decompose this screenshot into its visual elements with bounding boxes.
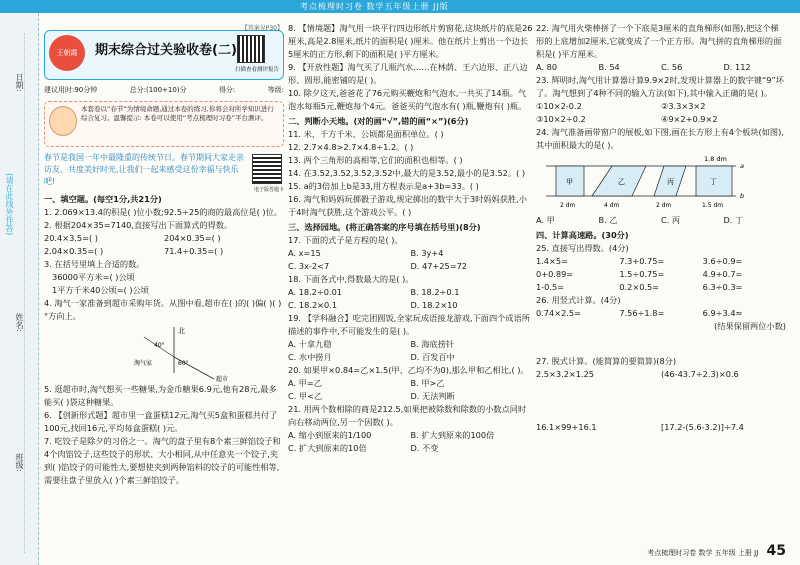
section-4-title: 四、计算高速路。(30分) xyxy=(536,230,629,240)
column-3 xyxy=(536,22,786,434)
q21-option-a: A. 缩小到原来的1/100 xyxy=(288,430,372,440)
question-27: 27. 脱式计算。(能简算的要简算)(8分) xyxy=(536,356,677,366)
q17-option-a: A. x=15 xyxy=(288,248,321,258)
q25-1: 1.4×5= xyxy=(536,256,568,266)
meta-score: 总分:(100+10)分 xyxy=(129,86,187,94)
q24-option-b: B. 乙 xyxy=(598,215,618,225)
q19-option-d: D. 百发百中 xyxy=(410,352,455,362)
tip-box xyxy=(44,101,284,147)
q19-option-a: A. 十拿九稳 xyxy=(288,339,332,349)
q25-row-3 xyxy=(536,281,786,294)
header-band xyxy=(0,0,800,13)
q21-option-b: B. 扩大到原来的100倍 xyxy=(410,430,495,440)
question-9: 9. 【开放性题】淘气买了几瓶汽水……在林荫、王六边形、正八边形、圆形,能密铺的是( )。 xyxy=(288,62,528,85)
q25-row-1 xyxy=(536,255,786,268)
binding-date: 日期: xyxy=(15,73,24,92)
diagram-label-jia: 甲 xyxy=(566,178,573,186)
q18-options xyxy=(288,286,533,312)
answer-card-caption: 电子版答题卡 xyxy=(253,187,284,193)
q22-options xyxy=(536,61,786,74)
q23-option-1: ①10×2-0.2 xyxy=(536,101,582,111)
meta-time: 建议用时:90分钟 xyxy=(44,86,98,94)
page-footer xyxy=(647,543,786,559)
q17-options xyxy=(288,247,533,273)
diagram-label-ding: 丁 xyxy=(710,178,717,186)
column-1 xyxy=(44,22,284,487)
binding-class: 班级: xyxy=(15,453,24,472)
section-3-title: 三、选择园地。(将正确答案的序号填在括号里)(8分) xyxy=(288,222,481,232)
q21-option-c: C. 扩大到原来的10倍 xyxy=(288,443,367,453)
question-17: 17. 下面的式子是方程的是( )。 xyxy=(288,235,403,245)
qr-caption: 扫描查看测评报告 xyxy=(234,67,279,73)
answer-card-qr-icon[interactable] xyxy=(252,154,282,184)
qr-code-icon[interactable] xyxy=(237,35,265,63)
q25-4: 0+0.89= xyxy=(536,269,574,279)
question-12: 12. 2.7×4.8>2.7×4.8÷1.2。( ) xyxy=(288,142,414,152)
footer-text: 考点梳理时习卷 数学 五年级 上册 JJ xyxy=(647,549,759,557)
q23-options xyxy=(536,100,786,126)
q18-option-d: D. 18.2×10 xyxy=(410,300,458,310)
q27-2: (46-43.7÷2.3)×0.6 xyxy=(661,369,739,379)
q26-row xyxy=(536,307,786,320)
binding-margin xyxy=(0,13,39,565)
q19-option-b: B. 海底捞针 xyxy=(410,339,455,349)
question-15: 15. a的3倍加上b是33,用方程表示是a+3b=33。( ) xyxy=(288,181,479,191)
q25-9: 6.3÷0.3= xyxy=(702,282,743,292)
q3a: 36000平方米=( )公顷 xyxy=(52,272,135,282)
q27-row-1 xyxy=(536,368,786,381)
q23-option-4: ④9×2+0.9×2 xyxy=(661,114,718,124)
question-16: 16. 淘气和妈妈玩掷骰子游戏,规定掷出的数字大于3时妈妈获胜,小于4时淘气获胜,这个游戏公平。( ) xyxy=(288,194,527,217)
q21-options xyxy=(288,429,533,455)
diagram-label-yi: 乙 xyxy=(618,178,625,186)
q24-option-d: D. 丁 xyxy=(723,215,744,225)
q25-2: 7.3+0.75= xyxy=(619,256,665,266)
q26-1: 0.74×2.5= xyxy=(536,308,581,318)
tip-text: 本套卷以“春节”为情境命题,通过本卷的练习,你将会对所学知识进行综合复习。温馨提示: 本卷可以使用“考点梳理时习卷”平台测评。 xyxy=(81,105,274,122)
q2-row-2 xyxy=(44,245,284,258)
question-21: 21. 用两个数相除的商是212.5,如果把被除数和除数的小数点同时向右移动两位,另一个因数( )。 xyxy=(288,404,527,427)
q26-2: 7.56÷1.8= xyxy=(619,308,665,318)
answer-tag: 【答案见P30】 xyxy=(241,25,283,32)
question-20: 20. 如果甲×0.84=乙×1.5(甲、乙均不为0),那么甲和乙相比,( )。 xyxy=(288,365,529,375)
binding-dotted-line xyxy=(24,33,25,553)
q2b: 204×0.35=( ) xyxy=(164,233,221,243)
q27-4: [17.2-(5.6-3.2)]÷7.4 xyxy=(661,422,744,432)
binding-name: 姓名: xyxy=(15,313,24,332)
q27-row-2 xyxy=(536,421,786,434)
q23-option-3: ③10×2÷0.2 xyxy=(536,114,586,124)
q17-option-c: C. 3x-2<7 xyxy=(288,261,330,271)
q27-3: 16.1×99+16.1 xyxy=(536,422,597,432)
question-7: 7. 吃饺子是除夕的习俗之一。淘气的盘子里有8个素三鲜馅饺子和4个肉馅饺子,这些饺子的形状、大小相同,从中任意夹一个饺子,夹到( )馅饺子的可能性大,要想使夹到两种馅料的饺子的可能性相等,需要往盘子里放入( )个素三鲜馅饺子。 xyxy=(44,436,281,485)
question-5: 5. 逛超市时,淘气想买一些糖果,为金币糖果6.9元,他有28元,最多能买( )袋这种糖果。 xyxy=(44,384,277,407)
title-box xyxy=(44,25,284,80)
q20-option-d: D. 无法判断 xyxy=(410,391,455,401)
q27-work-space xyxy=(536,381,786,421)
diagram-bottom-2: 4 dm xyxy=(604,202,620,209)
q23-option-2: ②3.3×3×2 xyxy=(661,101,706,111)
question-10: 10. 除夕这天,爸爸花了76元购买鞭炮和气泡水,一共买了14瓶。气泡水每瓶5元,鞭炮每个4元。爸爸买的气泡水有( )瓶,鞭炮有( )瓶。 xyxy=(288,88,527,111)
question-13: 13. 两个三角形的高相等,它们的面积也相等。( ) xyxy=(288,155,463,165)
q24-option-a: A. 甲 xyxy=(536,215,555,225)
q2a: 20.4×3.5=( ) xyxy=(44,233,98,243)
q24-option-c: C. 丙 xyxy=(661,215,681,225)
diagram-top-label: 1.8 dm xyxy=(704,155,727,163)
question-11: 11. 米、千方千米、公顷都是面积单位。( ) xyxy=(288,129,444,139)
q25-6: 4.9+0.7= xyxy=(702,269,743,279)
q20-option-b: B. 甲>乙 xyxy=(410,378,445,388)
q2c: 2.04×0.35=( ) xyxy=(44,246,104,256)
column-2 xyxy=(288,22,533,455)
mascot-icon xyxy=(49,106,77,136)
q25-8: 0.2×0.5= xyxy=(619,282,660,292)
question-22: 22. 淘气用火柴棒拼了一个下底是3厘米的直角梯形(如图),把这个梯形的上底增加2厘米,它就变成了一个正方形。淘气拼的直角梯形的面积是( )平方厘米。 xyxy=(536,23,782,59)
question-8: 8. 【情境题】淘气用一块平行四边形纸片剪窗花,这块纸片的底是26厘米,高是2.8厘米,纸片的面积是( )厘米。他在纸片上剪出一个边长5厘米的正方形,剩下的面积是( )平方厘米。 xyxy=(288,23,533,59)
diagram-bottom-1: 2 dm xyxy=(560,202,576,209)
meta-get: 得分: xyxy=(218,86,236,94)
diagram-side-a: a xyxy=(740,162,744,170)
q25-3: 3.6÷0.9= xyxy=(702,256,743,266)
q2d: 71.4÷0.35=( ) xyxy=(164,246,224,256)
diagram-side-b: b xyxy=(740,192,745,200)
q3b: 1平方千米40公顷=( )公顷 xyxy=(52,285,149,295)
direction-map-svg xyxy=(134,323,254,383)
section-1-title: 一、填空题。(每空1分,共21分) xyxy=(44,194,162,204)
question-25: 25. 直接写出得数。(4分) xyxy=(536,243,629,253)
direction-map xyxy=(134,323,284,383)
page-title: 期末综合过关验收卷(二) xyxy=(95,43,237,58)
q25-5: 1.5÷0.75= xyxy=(619,269,665,279)
question-24: 24. 淘气准备画带窗户的展板,如下图,画在长方形上有4个板块(如图),其中面积最大的是( )。 xyxy=(536,127,784,150)
q2-row-1 xyxy=(44,232,284,245)
q27-1: 2.5×3.2×1.25 xyxy=(536,369,594,379)
question-23: 23. 辉明时,淘气用计算器计算9.9×2时,发现计算器上的数字键“9”坏了。淘气想到了4种不同的输入方法(如下),其中输入正确的是( )。 xyxy=(536,75,784,98)
band-text: 考点梳理时习卷 数学五年级上册 JJ版 xyxy=(300,2,449,11)
map-north-label: 北 xyxy=(178,327,185,335)
panel-diagram xyxy=(536,152,786,214)
q17-option-d: D. 47+25=72 xyxy=(410,261,467,271)
intro-text-box xyxy=(44,152,284,193)
map-market-label: 超市 xyxy=(216,376,229,383)
binding-note: (请在此线外作答) xyxy=(5,173,14,236)
q22-option-d: D. 112 xyxy=(723,62,751,72)
question-3: 3. 在括号里填上合适的数。 xyxy=(44,259,145,269)
q26-note: (结果保留两位小数) xyxy=(714,321,786,331)
diagram-label-bing: 丙 xyxy=(667,178,674,186)
q17-option-b: B. 3y+4 xyxy=(410,248,444,258)
q22-option-b: B. 54 xyxy=(598,62,620,72)
exam-meta xyxy=(44,84,284,97)
q18-option-c: C. 18.2×0.1 xyxy=(288,300,338,310)
diagram-bottom-3: 2 dm xyxy=(656,202,672,209)
q21-option-d: D. 不变 xyxy=(410,443,439,453)
question-14: 14. 在3.52,3.52̇,3.5̇2̇,3.52̇中,最大的是3.52̇,最小的是3.52。( ) xyxy=(288,168,526,178)
diagram-bottom-4: 1.5 dm xyxy=(702,202,724,209)
q20-option-a: A. 甲=乙 xyxy=(288,378,322,388)
map-home-label: 淘气家 xyxy=(134,360,153,367)
question-4: 4. 淘气一家准备到超市采购年货。从图中看,超市在( )的( )偏( )( )°方向上。 xyxy=(44,298,282,321)
q22-option-c: C. 56 xyxy=(661,62,683,72)
q24-options xyxy=(536,214,786,227)
q18-option-b: B. 18.2÷0.1 xyxy=(410,287,460,297)
q20-option-c: C. 甲<乙 xyxy=(288,391,323,401)
section-2-title: 二、判断小天地。(对的画“√”,错的画“×”)(6分) xyxy=(288,116,469,126)
map-angle-1: 40° xyxy=(154,342,165,349)
intro-text: 春节是我国一年中最隆重的传统节日。春节期间大家走亲访友、共度美好时光,让我们一起来感受这份幸福与快乐吧! xyxy=(44,153,244,186)
question-1: 1. 2.069×13.4的积是( )位小数;92.5÷25的商的最高位是( )位。 xyxy=(44,207,283,217)
question-2: 2. 根据204×35=7140,直接写出下面算式的得数。 xyxy=(44,220,233,230)
panel-diagram-svg xyxy=(536,152,776,214)
q22-option-a: A. 80 xyxy=(536,62,558,72)
question-6: 6. 【创新形式题】超市里一盒蛋糕12元,淘气买5盒和蛋糕共付了100元,找回16元,平均每盒蛋糕( )元。 xyxy=(44,410,278,433)
q19-options xyxy=(288,338,533,364)
brand-logo: 王朝霞 xyxy=(49,35,85,71)
question-18: 18. 下面各式中,得数最大的是( )。 xyxy=(288,274,414,284)
q25-7: 1-0.5= xyxy=(536,282,565,292)
q20-options xyxy=(288,377,533,403)
map-angle-2: 60° xyxy=(178,360,189,367)
q25-row-2 xyxy=(536,268,786,281)
meta-grade: 等级: xyxy=(267,86,284,94)
q19-option-c: C. 水中捞月 xyxy=(288,352,332,362)
q18-option-a: A. 18.2÷0.01 xyxy=(288,287,342,297)
question-26: 26. 用竖式计算。(4分) xyxy=(536,295,621,305)
page-number: 45 xyxy=(766,543,786,559)
question-19: 19. 【学科融合】吃完团圆饭,全家玩成语接龙游戏,下面四个成语所描述的事件中,不可能发生的是( )。 xyxy=(288,313,530,336)
q26-3: 6.9÷3.4≈ xyxy=(702,308,743,318)
q26-work-space xyxy=(536,333,786,355)
